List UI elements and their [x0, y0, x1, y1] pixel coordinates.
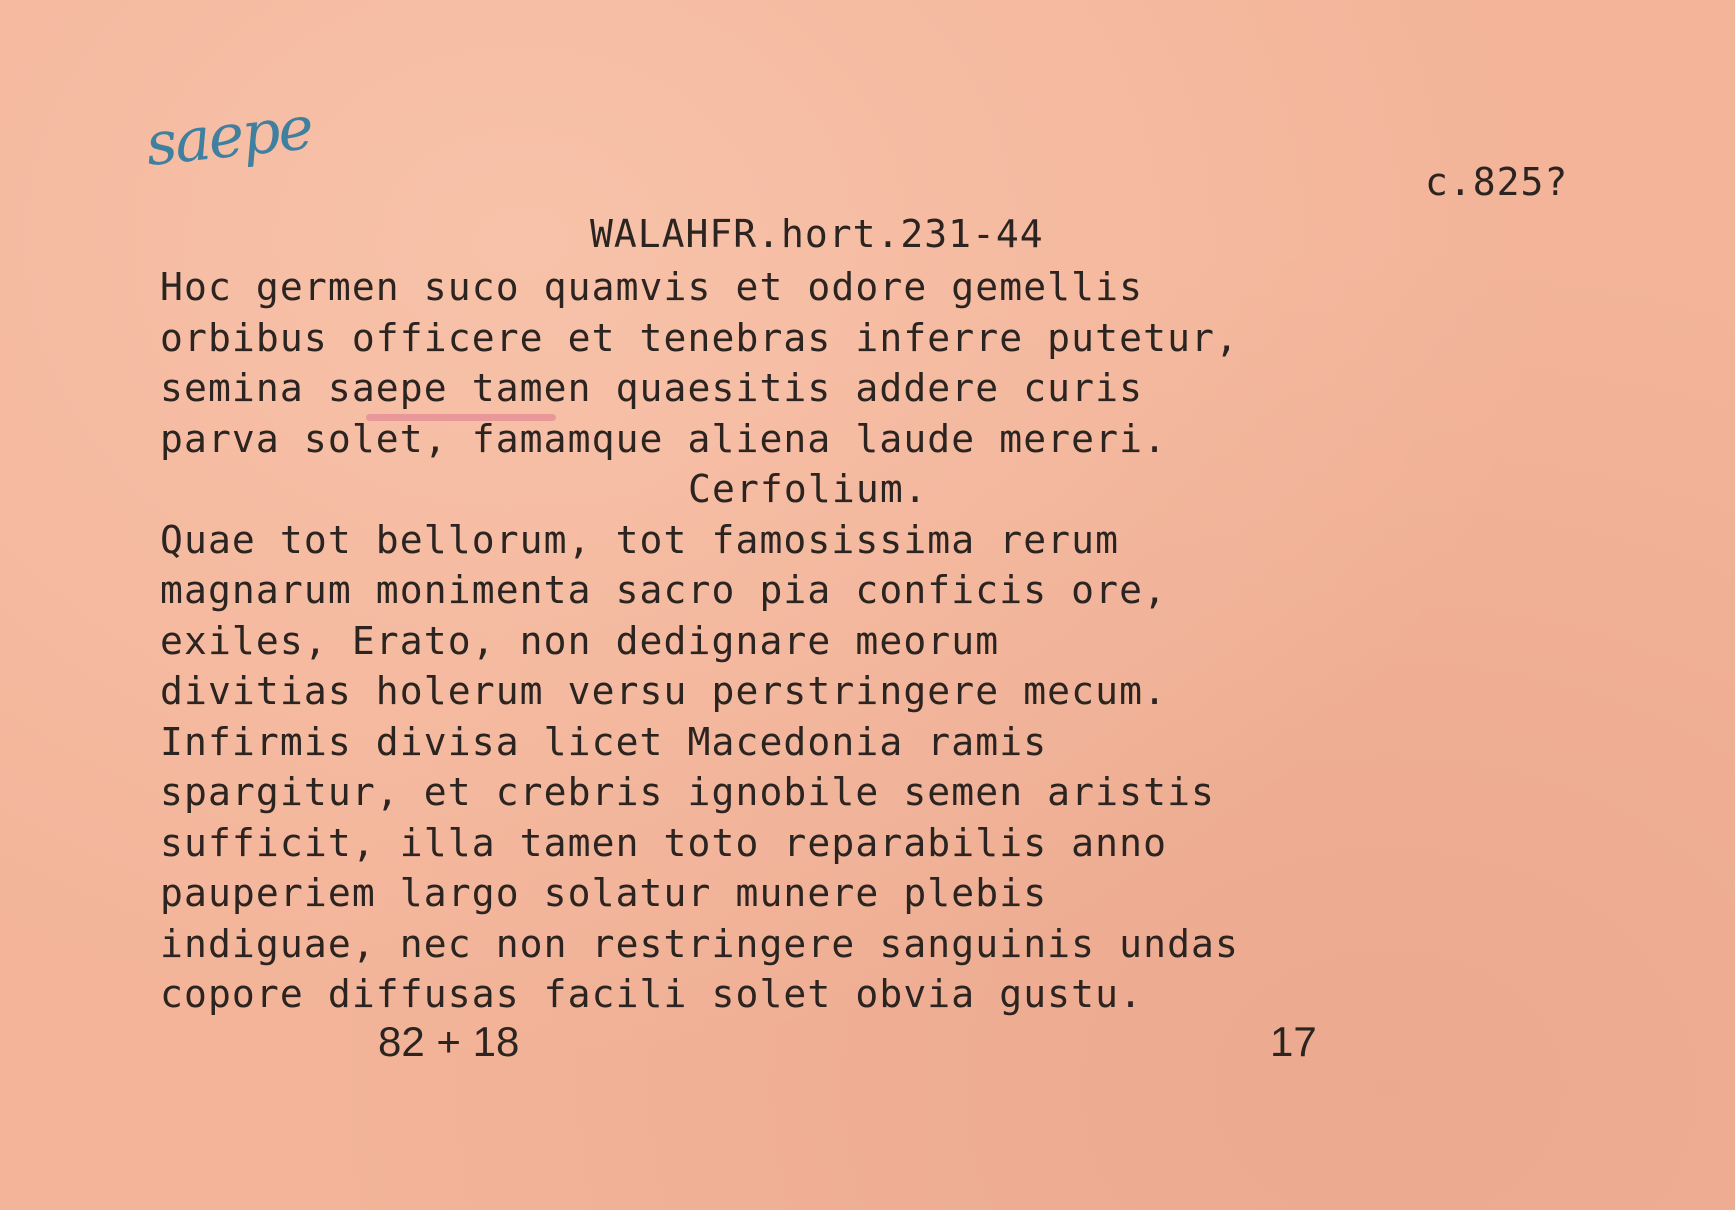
citation: WALAHFR.hort.231-44 — [590, 212, 1044, 256]
text-line: pauperiem largo solatur munere plebis — [160, 871, 1048, 915]
count-right: 17 — [1270, 1018, 1317, 1065]
text-line: copore diffusas facili solet obvia gustu. — [160, 972, 1144, 1016]
date: c.825? — [1425, 160, 1569, 204]
text-line: indiguae, nec non restringere sanguinis undas — [160, 921, 1240, 966]
text-line: Infirmis divisa licet Macedonia ramis — [160, 719, 1048, 764]
text-line: divitias holerum versu perstringere mecum. — [160, 669, 1168, 713]
text-line: semina saepe tamen quaesitis addere curis — [160, 366, 1144, 410]
text-line: parva solet, famamque aliena laude mereri. — [160, 416, 1168, 461]
text-line: spargitur, et crebris ignobile semen aristis — [160, 770, 1216, 814]
count-left: 82 + 18 — [378, 1018, 520, 1065]
text-line: sufficit, illa tamen toto reparabilis anno — [160, 820, 1168, 865]
section-heading: Cerfolium. — [688, 467, 928, 511]
quotation-text — [160, 262, 1560, 1020]
text-line: Hoc germen suco quamvis et odore gemellis — [160, 265, 1144, 309]
text-line: exiles, Erato, non dedignare meorum — [160, 618, 1000, 663]
text-line: Quae tot bellorum, tot famosissima rerum — [160, 517, 1120, 562]
text-line: orbibus officere et tenebras inferre putetur, — [160, 315, 1240, 360]
handwritten-lemma: saepe — [142, 93, 316, 180]
text-line: magnarum monimenta sacro pia conficis ore, — [160, 568, 1168, 612]
